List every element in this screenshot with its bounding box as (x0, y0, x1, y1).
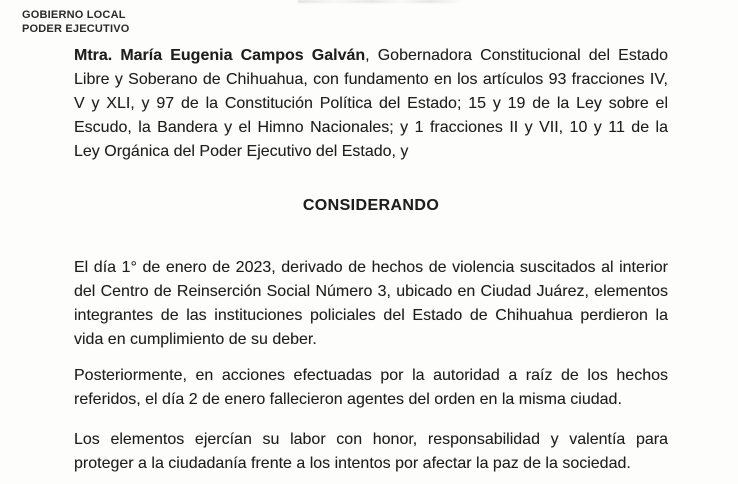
letterhead-line-gobierno-local: GOBIERNO LOCAL (22, 9, 126, 21)
text-line: integrantes de las instituciones policiales del Estado de Chihuahua perdieron la (74, 307, 668, 324)
text-line: Libre y Soberano de Chihuahua, con fundamento en los artículos 93 fracciones IV, (74, 71, 668, 88)
paragraph (74, 256, 668, 352)
text-line: Ley Orgánica del Poder Ejecutivo del Estado, y (74, 143, 409, 160)
text-line: Los elementos ejercían su labor con honor, responsabilidad y valentía para (74, 431, 668, 448)
paragraph (74, 428, 668, 476)
governor-name: Mtra. María Eugenia Campos Galván (74, 47, 366, 64)
heading-considerando: CONSIDERANDO (302, 197, 440, 214)
text-line: proteger a la ciudadanía frente a los intentos por afectar la paz de la sociedad. (74, 455, 631, 472)
intro-paragraph (74, 44, 668, 164)
text-line: Escudo, la Bandera y el Himno Nacionales; y 1 fracciones II y VII, 10 y 11 de la (74, 119, 668, 136)
text-line: V y XLI, y 97 de la Constitución Política del Estado; 15 y 19 de la Ley sobre el (74, 95, 668, 112)
text-line: vida en cumplimiento de su deber. (74, 331, 317, 348)
text-line (74, 44, 668, 68)
text-line: referidos, el día 2 de enero fallecieron agentes del orden en la misma ciudad. (74, 391, 622, 408)
text-line: Posteriormente, en acciones efectuadas por la autoridad a raíz de los hechos (74, 367, 668, 384)
text-line: del Centro de Reinserción Social Número 3, ubicado en Ciudad Juárez, elementos (74, 283, 668, 300)
scan-artifact (298, 0, 463, 3)
text-line: El día 1° de enero de 2023, derivado de hechos de violencia suscitados al interior (74, 259, 668, 276)
paragraph (74, 364, 668, 412)
intro-paragraph-lines (74, 68, 668, 164)
intro-line1-rest: , Gobernadora Constitucional del Estado (365, 47, 668, 64)
document-body (0, 44, 668, 476)
letterhead-line-poder-ejecutivo: PODER EJECUTIVO (22, 23, 130, 35)
letterhead (0, 0, 738, 36)
